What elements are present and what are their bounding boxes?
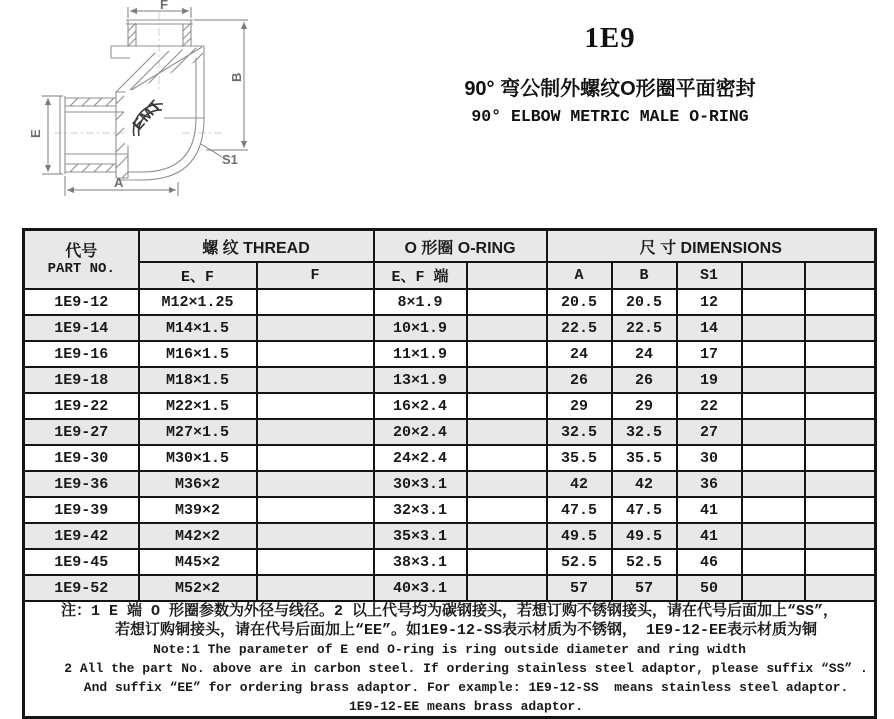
oring-blank-cell [467,549,547,575]
dim-b-cell: 29 [612,393,677,419]
thread-f-cell [257,315,374,341]
table-row [24,523,876,549]
part-no-cell: 1E9-27 [24,419,139,445]
dim-b-cell: 42 [612,471,677,497]
note-line-en-2: 2 All the part No. above are in carbon steel. If ordering stainless steel adaptor, please suffix “SS” . [64,661,868,676]
subcol-dim-b: B [612,262,677,289]
dim-s1-cell: 41 [677,497,742,523]
thread-cell: M30×1.5 [139,445,257,471]
oring-blank-cell [467,341,547,367]
dim-s1-cell: 19 [677,367,742,393]
dim-blank-cell [742,289,805,315]
dim-b-cell: 47.5 [612,497,677,523]
dim-a-cell: 42 [547,471,612,497]
dim-b-cell: 26 [612,367,677,393]
dim-blank-cell [742,341,805,367]
col-header-thread: 螺 纹 THREAD [139,230,374,263]
part-no-cell: 1E9-36 [24,471,139,497]
dim-a-cell: 49.5 [547,523,612,549]
dim-blank-cell [742,367,805,393]
part-no-cell: 1E9-39 [24,497,139,523]
dim-blank-cell [805,393,876,419]
header-sub-row [24,262,876,289]
dim-b-cell: 32.5 [612,419,677,445]
table-row [24,367,876,393]
thread-cell: M52×2 [139,575,257,601]
note-line-en-3: And suffix “EE” for ordering brass adaptor. For example: 1E9-12-SS means stainless steel adaptor. [83,680,849,695]
subcol-oring-ef: E、F 端 [374,262,467,289]
dim-s1-cell: 14 [677,315,742,341]
brand-watermark [124,90,204,146]
dim-label-a: A [114,175,124,190]
note-line-en-4: 1E9-12-EE means brass adaptor. [349,699,584,714]
table-row [24,315,876,341]
dim-a-cell: 47.5 [547,497,612,523]
oring-blank-cell [467,367,547,393]
title-block [390,22,830,126]
dim-b-cell: 20.5 [612,289,677,315]
dim-blank-cell [805,523,876,549]
subcol-dim-blank [805,262,876,289]
elbow-fitting-drawing [8,0,258,212]
dim-s1-cell: 36 [677,471,742,497]
header-group-row [24,230,876,263]
part-no-cell: 1E9-52 [24,575,139,601]
table-row [24,341,876,367]
dim-a-cell: 24 [547,341,612,367]
note-line-cn-1: 注：1 E 端 O 形圈参数为外径与线径。2 以上代号均为碳钢接头，若想订购不锈钢接头，请在代号后面加上“SS”， [61,603,839,620]
notes-block [24,601,876,718]
thread-cell: M18×1.5 [139,367,257,393]
dim-a-cell: 57 [547,575,612,601]
subcol-thread-f: F [257,262,374,289]
dim-blank-cell [742,497,805,523]
dim-b-cell: 52.5 [612,549,677,575]
dim-s1-cell: 46 [677,549,742,575]
dim-s1-cell: 17 [677,341,742,367]
dim-blank-cell [805,341,876,367]
oring-cell: 35×3.1 [374,523,467,549]
dim-blank-cell [742,471,805,497]
subcol-dim-a: A [547,262,612,289]
dim-a-cell: 52.5 [547,549,612,575]
thread-f-cell [257,497,374,523]
dim-blank-cell [805,289,876,315]
subcol-thread-ef: E、F [139,262,257,289]
dim-s1-cell: 41 [677,523,742,549]
table-row [24,419,876,445]
dim-blank-cell [805,419,876,445]
oring-blank-cell [467,445,547,471]
thread-cell: M22×1.5 [139,393,257,419]
table-row [24,497,876,523]
part-no-cell: 1E9-22 [24,393,139,419]
dim-a-cell: 35.5 [547,445,612,471]
part-no-cell: 1E9-42 [24,523,139,549]
oring-blank-cell [467,523,547,549]
oring-cell: 32×3.1 [374,497,467,523]
thread-f-cell [257,393,374,419]
oring-cell: 40×3.1 [374,575,467,601]
oring-blank-cell [467,393,547,419]
dim-blank-cell [805,471,876,497]
part-no-cell: 1E9-14 [24,315,139,341]
oring-cell: 8×1.9 [374,289,467,315]
oring-cell: 24×2.4 [374,445,467,471]
thread-f-cell [257,445,374,471]
dim-b-cell: 35.5 [612,445,677,471]
thread-f-cell [257,471,374,497]
dim-s1-cell: 22 [677,393,742,419]
table-row [24,289,876,315]
dim-a-cell: 26 [547,367,612,393]
dim-blank-cell [805,445,876,471]
oring-cell: 13×1.9 [374,367,467,393]
dim-label-e: E [28,129,43,138]
col-header-oring: O 形圈 O-RING [374,230,547,263]
thread-cell: M14×1.5 [139,315,257,341]
dim-a-cell: 29 [547,393,612,419]
table-row [24,471,876,497]
dim-blank-cell [805,575,876,601]
thread-f-cell [257,367,374,393]
part-no-label-cn: 代号 [65,242,98,260]
thread-cell: M42×2 [139,523,257,549]
part-no-cell: 1E9-18 [24,367,139,393]
note-line-en-1: Note:1 The parameter of E end O-ring is ring outside diameter and ring width [153,642,746,657]
col-header-dimensions: 尺 寸 DIMENSIONS [547,230,876,263]
thread-f-cell [257,289,374,315]
notes-row [24,601,876,718]
dim-s1-cell: 50 [677,575,742,601]
oring-blank-cell [467,471,547,497]
oring-cell: 30×3.1 [374,471,467,497]
part-no-cell: 1E9-45 [24,549,139,575]
dim-label-b: B [229,72,244,82]
note-line-cn-2: 若想订购铜接头，请在代号后面加上“EE”。如1E9-12-SS表示材质为不锈钢， 1E9-12-EE表示材质为铜 [115,622,818,639]
dim-blank-cell [805,315,876,341]
dim-label-s1: S1 [222,152,238,167]
dim-s1-cell: 12 [677,289,742,315]
emt-logo-text: EMT [129,96,166,134]
oring-cell: 20×2.4 [374,419,467,445]
dim-blank-cell [742,393,805,419]
oring-blank-cell [467,419,547,445]
dim-blank-cell [742,575,805,601]
dim-a-cell: 20.5 [547,289,612,315]
dim-blank-cell [805,367,876,393]
part-no-cell: 1E9-16 [24,341,139,367]
dim-s1-cell: 27 [677,419,742,445]
spec-table [22,228,877,719]
technical-drawing [8,0,258,212]
thread-f-cell [257,523,374,549]
dim-blank-cell [742,549,805,575]
oring-cell: 38×3.1 [374,549,467,575]
dim-s1-cell: 30 [677,445,742,471]
thread-f-cell [257,549,374,575]
dim-a-cell: 32.5 [547,419,612,445]
table-row [24,445,876,471]
table-row [24,549,876,575]
table-row [24,575,876,601]
thread-cell: M16×1.5 [139,341,257,367]
table-row [24,393,876,419]
oring-blank-cell [467,315,547,341]
thread-cell: M12×1.25 [139,289,257,315]
thread-cell: M36×2 [139,471,257,497]
dim-blank-cell [742,523,805,549]
dim-blank-cell [742,419,805,445]
dim-blank-cell [742,445,805,471]
subcol-oring-blank [467,262,547,289]
dim-b-cell: 22.5 [612,315,677,341]
dim-b-cell: 24 [612,341,677,367]
thread-f-cell [257,575,374,601]
dim-b-cell: 49.5 [612,523,677,549]
oring-cell: 16×2.4 [374,393,467,419]
oring-blank-cell [467,289,547,315]
dim-blank-cell [805,549,876,575]
part-no-label-en: PART NO. [47,260,115,277]
subtitle-english: 90° ELBOW METRIC MALE O-RING [471,107,749,126]
dim-blank-cell [742,315,805,341]
part-no-cell: 1E9-12 [24,289,139,315]
part-no-cell: 1E9-30 [24,445,139,471]
subtitle-chinese: 90° 弯公制外螺纹O形圈平面密封 [464,78,756,100]
oring-blank-cell [467,575,547,601]
subcol-dim-s1: S1 [677,262,742,289]
thread-cell: M45×2 [139,549,257,575]
dim-blank-cell [805,497,876,523]
model-number: 1E9 [584,22,636,54]
thread-f-cell [257,341,374,367]
thread-f-cell [257,419,374,445]
col-header-part-no [24,230,139,290]
thread-cell: M39×2 [139,497,257,523]
oring-cell: 11×1.9 [374,341,467,367]
oring-cell: 10×1.9 [374,315,467,341]
dim-label-f: F [160,0,168,12]
thread-cell: M27×1.5 [139,419,257,445]
dim-a-cell: 22.5 [547,315,612,341]
oring-blank-cell [467,497,547,523]
subcol-dim-blank [742,262,805,289]
dim-b-cell: 57 [612,575,677,601]
